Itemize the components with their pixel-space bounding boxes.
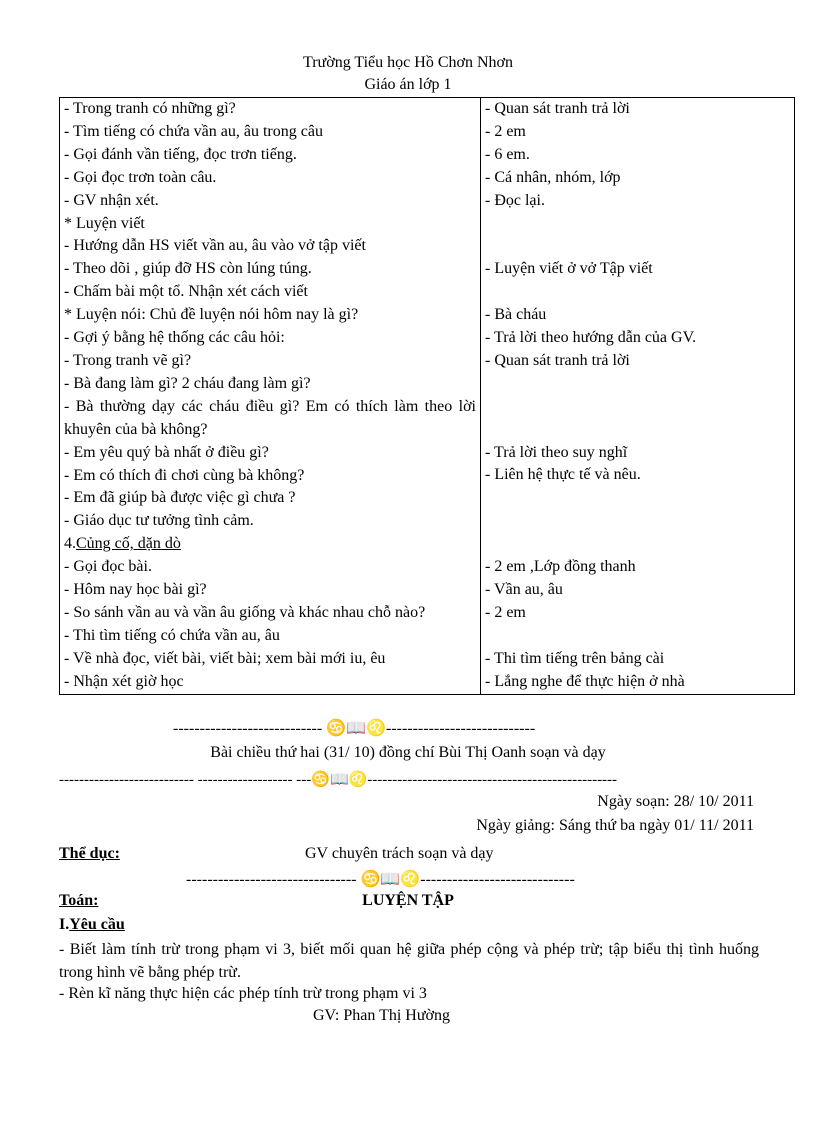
table-row: - Em có thích đi chơi cùng bà không?: [64, 466, 305, 484]
table-row: - Bà thường dạy các cháu điều gì? Em có thích làm theo lời khuyên của bà không?: [64, 397, 476, 438]
student-activities-column: [481, 98, 795, 695]
divider-1: ---------------------------- ♋📖♌----------------------------: [173, 720, 536, 737]
table-row: - Cá nhân, nhóm, lớp: [485, 168, 621, 186]
teacher-name: GV: Phan Thị Hường: [313, 1007, 450, 1024]
table-row: - Giáo dục tư tưởng tình cảm.: [64, 512, 254, 530]
table-row: - 2 em: [485, 603, 526, 621]
date-prepared: Ngày soạn: 28/ 10/ 2011: [597, 793, 754, 810]
table-row: * Luyện viết: [64, 214, 145, 232]
table-row: - So sánh vần au và vần âu giống và khác nhau chỗ nào?: [64, 603, 426, 621]
table-row: - Trả lời theo suy nghĩ: [485, 443, 628, 461]
requirement-1: - Biết làm tính trừ trong phạm vi 3, biết mối quan hệ giữa phép cộng và phép trừ; tập biểu thị tình huống trong hình vẽ bằng phép trừ.: [59, 941, 759, 981]
pe-subject: Thể dục:: [59, 845, 120, 862]
table-row: - Liên hệ thực tế và nêu.: [485, 466, 641, 484]
table-row: - 2 em ,Lớp đồng thanh: [485, 557, 636, 575]
table-row: - Luyện viết ở vở Tập viết: [485, 260, 653, 278]
table-row: * Luyện nói: Chủ đề luyện nói hôm nay là gì?: [64, 306, 359, 324]
table-row: - Đọc lại.: [485, 191, 545, 209]
table-row: - 2 em: [485, 122, 526, 140]
math-subject: Toán:: [59, 892, 99, 909]
table-row: - Quan sát tranh trả lời: [485, 351, 630, 369]
section-title: Củng cố, dặn dò: [76, 535, 181, 553]
table-row: - Em yêu quý bà nhất ở điều gì?: [64, 443, 269, 461]
table-row: - Gọi đọc bài.: [64, 558, 152, 576]
section-number: 4.: [64, 535, 76, 553]
table-row: - Trả lời theo hướng dẫn của GV.: [485, 329, 697, 347]
divider-2: --------------------------- ------------------- ---♋📖♌--------------------------------------------------: [59, 772, 618, 788]
table-row: - Trong tranh vẽ gì?: [64, 351, 192, 369]
grade-title: Giáo án lớp 1: [364, 76, 452, 93]
lesson-title: LUYỆN TẬP: [362, 892, 454, 909]
afternoon-note: Bài chiều thứ hai (31/ 10) đồng chí Bùi Thị Oanh soạn và dạy: [210, 744, 606, 761]
table-row: - Quan sát tranh trả lời: [485, 100, 630, 117]
table-row: - Theo dõi , giúp đỡ HS còn lúng túng.: [64, 260, 312, 278]
table-row: - Hôm nay học bài gì?: [64, 581, 207, 599]
table-row: - Chấm bài một tổ. Nhận xét cách viết: [64, 283, 308, 301]
table-row: - Lắng nghe để thực hiện ở nhà: [485, 672, 685, 690]
table-row: - Vần au, âu: [485, 580, 563, 598]
table-row: - Gọi đọc trơn toàn câu.: [64, 168, 217, 186]
requirements-number: I.: [59, 916, 70, 933]
table-row: - 6 em.: [485, 145, 530, 163]
requirement-2: - Rèn kĩ năng thực hiện các phép tính trừ trong phạm vi 3: [59, 985, 427, 1002]
lesson-table: [59, 97, 795, 695]
table-row: - Nhận xét giờ học: [64, 672, 184, 690]
table-row: - Trong tranh có những gì?: [64, 100, 236, 117]
school-name: Trường Tiểu học Hồ Chơn Nhơn: [303, 54, 513, 71]
table-row: - Bà đang làm gì? 2 cháu đang làm gì?: [64, 374, 311, 392]
teacher-activities-column: [60, 98, 481, 695]
table-row: - Em đã giúp bà được việc gì chưa ?: [64, 489, 296, 507]
requirements-title: Yêu cầu: [69, 916, 125, 933]
date-taught: Ngày giảng: Sáng thứ ba ngày 01/ 11/ 2011: [476, 817, 754, 834]
table-row: - Thi tìm tiếng có chứa vần au, âu: [64, 626, 280, 644]
table-row: - Tìm tiếng có chứa vần au, âu trong câu: [64, 122, 323, 140]
table-row: - Gợi ý bằng hệ thống các câu hỏi:: [64, 329, 285, 347]
table-row: - Hướng dẫn HS viết vần au, âu vào vở tập viết: [64, 237, 366, 255]
pe-note: GV chuyên trách soạn và dạy: [305, 845, 494, 862]
divider-3: -------------------------------- ♋📖♌-----------------------------: [186, 871, 575, 888]
table-row: - Thi tìm tiếng trên bảng cài: [485, 649, 665, 667]
requirements-heading: [59, 916, 125, 934]
table-row: - Gọi đánh vần tiếng, đọc trơn tiếng.: [64, 145, 297, 163]
table-row: - GV nhận xét.: [64, 191, 159, 209]
table-row: - Về nhà đọc, viết bài, viết bài; xem bài mới iu, êu: [64, 649, 386, 667]
table-row: - Bà cháu: [485, 306, 547, 324]
section-heading: [64, 533, 476, 556]
